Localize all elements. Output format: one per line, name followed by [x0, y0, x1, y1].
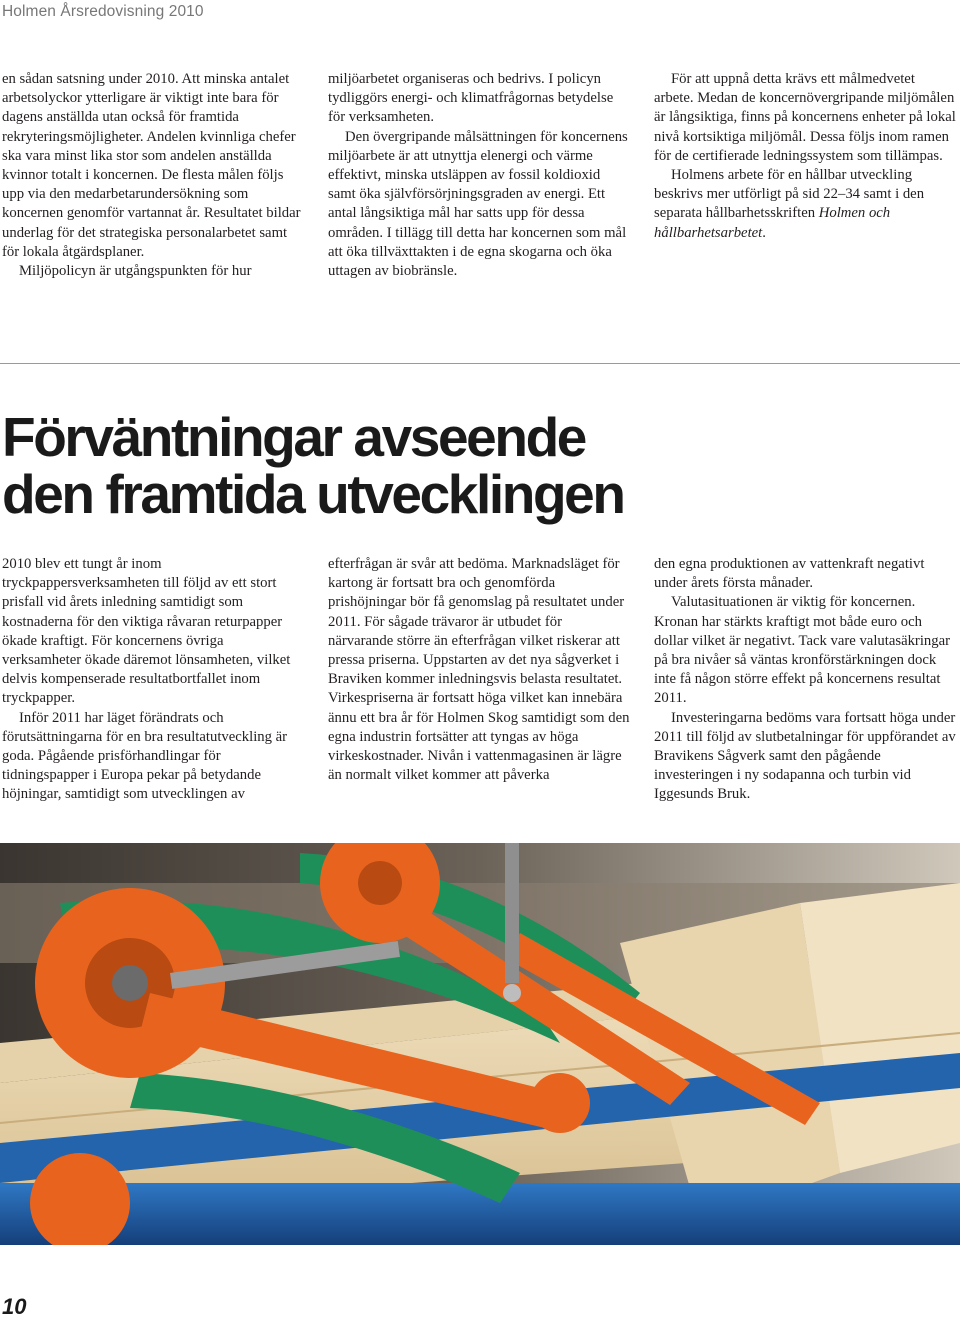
section-headline — [2, 406, 624, 525]
paragraph: miljöarbetet organiseras och bedrivs. I policyn tydliggörs energi- och klimatfrågornas betydelse för verksamheten. — [328, 71, 614, 126]
paragraph: den egna produktionen av vattenkraft negativt under årets första månader. — [654, 556, 925, 592]
running-head: Holmen Årsredovisning 2010 — [2, 3, 204, 20]
page-number: 10 — [2, 1294, 27, 1319]
section-divider — [0, 363, 960, 364]
sawmill-photo — [0, 843, 960, 1245]
paragraph: 2010 blev ett tungt år inom tryckpappersverksamheten till följd av ett stort prisfall vid årets inledning samtidigt som kostnaderna för den viktiga råvaran returpapper ökade kraftigt. För koncernens övriga verksamheter ökade däremot lönsamheten, vilket delvis kompenserade resultatbortfallet inom tryckpapper. — [2, 556, 291, 707]
publication-title: Holmen och hållbarhetsarbetet — [654, 205, 891, 241]
bottom-column-3 — [654, 555, 958, 805]
pneumatic-fitting — [503, 984, 521, 1002]
paragraph-text: Holmens arbete för en hållbar utveckling beskrivs mer utförligt på sid 22–34 samt i den separata hållbarhetsskriften — [654, 167, 925, 222]
pulley-axle — [112, 965, 148, 1001]
top-column-2 — [328, 70, 630, 281]
pulley-hub — [358, 861, 402, 905]
top-column-3 — [654, 70, 958, 243]
paragraph: en sådan satsning under 2010. Att minska antalet arbetsolyckor ytterligare är viktigt inte bara för dagens anställda utan också för framtida rekryteringsmöjligheter. Andelen kvinnliga chefer ska vara minst lika stor som andelen anställda kvinnor totalt i koncernen. De flesta målen följs upp via den medarbetarundersökning som koncernen genomför vartannat år. Resultatet bildar underlag för det strategiska personalarbetet samt för lokala åtgärdsplaner. — [2, 71, 301, 260]
headline-line-2: den framtida utvecklingen — [2, 463, 624, 525]
bottom-column-2 — [328, 555, 630, 785]
paragraph-end: . — [762, 224, 766, 241]
paragraph: efterfrågan är svår att bedöma. Marknadsläget för kartong är fortsatt bra och genomförda prishöjningar bör få genomslag på resultatet under 2011. För sågade trävaror är utbudet för närvarande större än efterfrågan vilket riskerar att pressa priserna. Uppstarten av det nya sågverket i Braviken kommer inledningsvis belasta resultatet. Virkespriserna är fortsatt höga vilket kan innebära ännu ett bra år för Holmen Skog samtidigt som den egna industrin fortsätter att tyngas av höga virkeskostnader. Nivån i vattenmagasinen är lägre än normalt vilket kommer att påverka — [328, 556, 630, 784]
paragraph: För att uppnå detta krävs ett målmedvetet arbete. Medan de koncernövergripande miljömålen är långsiktiga, finns på koncernens enheter på lokal nivå kortsiktiga miljömål. Dessa följs inom ramen för de certifierade ledningssystem som tillämpas. — [654, 71, 956, 164]
headline-line-1: Förväntningar avseende — [2, 406, 585, 468]
paragraph: Den övergripande målsättningen för koncernens miljöarbete är att utnyttja elenergi och värme effektivt, minska utsläppen av fossil koldioxid samt öka självförsörjningsgraden av energi. Ett antal långsiktiga mål har satts upp för dessa områden. I tillägg till detta har koncernen som mål att öka tillväxttakten i de egna skogarna och öka uttagen av biobränsle. — [328, 128, 628, 280]
bottom-column-1 — [2, 555, 304, 805]
paragraph: Valutasituationen är viktig för koncernen. Kronan har stärkts kraftigt mot både euro och dollar vilket är negativt. Tack vare valutasäkringar på bra nivåer så väntas kronförstärkningen dock inte få någon större effekt på koncernens resultat 2011. — [654, 594, 951, 707]
paragraph — [654, 166, 958, 243]
paragraph: Inför 2011 har läget förändrats och förutsättningarna för en bra resultatutveckling är goda. Pågående prisförhandlingar för tidningspapper i Europa pekar på betydande höjningar, samtidigt som utvecklingen av — [2, 709, 288, 803]
sawmill-illustration — [0, 843, 960, 1245]
paragraph: Miljöpolicyn är utgångspunkten för hur — [19, 263, 252, 280]
top-column-1 — [2, 70, 304, 281]
paragraph: Investeringarna bedöms vara fortsatt höga under 2011 till följd av slutbetalningar för uppförandet av Bravikens Sågverk samt den pågående investeringen i ny sodapanna och turbin vid Iggesunds Bruk. — [654, 709, 956, 803]
steel-rod — [505, 843, 519, 983]
